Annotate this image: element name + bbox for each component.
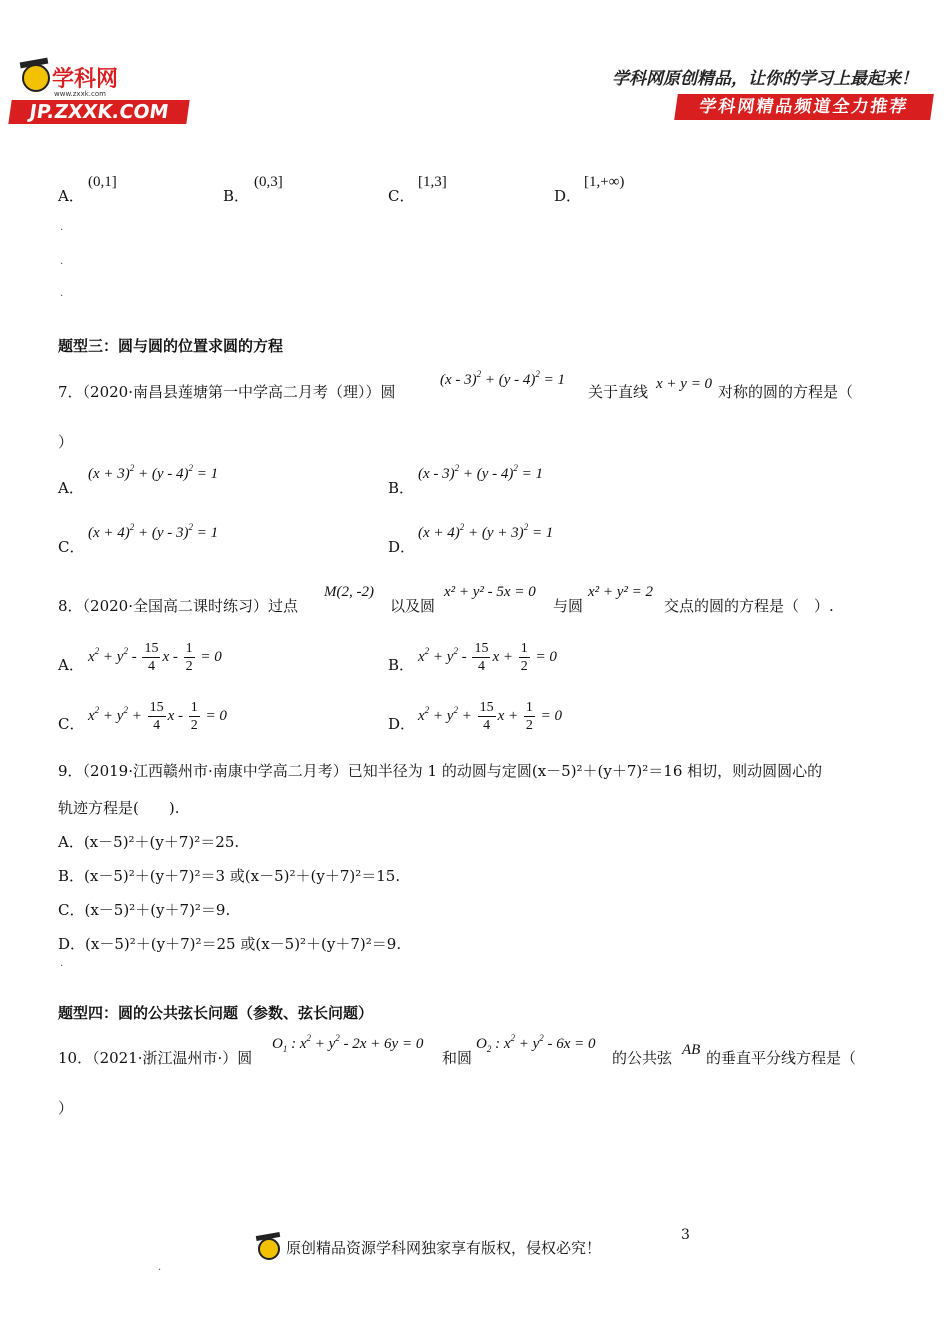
para-mark: . (60, 958, 64, 969)
option-label: B． (223, 187, 250, 205)
q10-close: ） (58, 1099, 74, 1117)
q8-option-c-label: C． (58, 715, 85, 733)
q8-text2: 以及圆 (390, 597, 436, 615)
logo-domain: JP.ZXXK.COM (8, 100, 189, 124)
q7-end: 对称的圆的方程是（ (718, 383, 854, 401)
q8-option-b-math: $x^2 + y^2$ - $\frac{15}{4}$ x + $\frac{1}{2}$ = 0 (418, 641, 557, 674)
q8-circle2: x² + y² = 2 (588, 584, 654, 600)
header-banner: 学科网精品频道全力推荐 (674, 94, 934, 120)
section3-title: 题型三：圆与圆的位置求圆的方程 (58, 337, 284, 355)
para-mark: . (158, 1262, 162, 1273)
q8-circle1: x² + y² - 5x = 0 (444, 584, 536, 600)
logo-small: www.zxxk.com (54, 90, 106, 98)
q9-option-c: C．(x－5)²＋(y＋7)²＝9. (58, 901, 231, 919)
q7-option-a-math: $(x + 3)^2 + (y - 4)^2 = 1$ (88, 463, 219, 482)
q10-circle2: $O_2$ : $x^2 + y^2 - 6x = 0$ (476, 1033, 596, 1054)
para-mark: . (60, 256, 64, 267)
q6-option-d-math: [1,+∞) (584, 174, 625, 190)
q10-text2: 和圆 (442, 1049, 473, 1067)
q7-circle-eq: (x - 3)$^2$ + (y - 4)$^2$ = 1 (440, 369, 566, 388)
q7-option-d-math: $(x + 4)^2 + (y + 3)^2 = 1$ (418, 522, 554, 541)
q8-option-d-math: $x^2 + y^2$ + $\frac{15}{4}$ x + $\frac{1}{2}$ = 0 (418, 700, 562, 733)
q10-text3: 的公共弦 (612, 1049, 673, 1067)
q7-source: （2020·南昌县莲塘第一中学高二月考（理））圆 (82, 383, 396, 401)
q8-stem (58, 596, 298, 616)
q6-option-c (388, 186, 414, 206)
q10-source: （2021·浙江温州市·）圆 (92, 1049, 253, 1067)
q8-option-d-label: D． (388, 715, 416, 733)
q8-source: （2020·全国高二课时练习）过点 (82, 597, 298, 615)
q7-option-d-label: D． (388, 538, 416, 556)
footer-mascot-icon (256, 1232, 280, 1258)
q10-circle1: $O_1$ : $x^2 + y^2 - 2x + 6y = 0$ (272, 1033, 424, 1054)
q10-number: 10． (58, 1049, 93, 1067)
option-label: C． (388, 187, 415, 205)
footer-notice: 原创精品资源学科网独家享有版权，侵权必究！ (286, 1239, 602, 1257)
q8-option-b-label: B． (388, 656, 415, 674)
q9-line1: 9．（2019·江西赣州市·南康中学高二月考）已知半径为 1 的动圆与定圆(x－5)²＋(y＋7)²＝16 相切，则动圆圆心的 (58, 762, 823, 780)
q10-stem (58, 1048, 252, 1068)
q6-option-b-math: (0,3] (254, 174, 283, 190)
q8-text3: 与圆 (553, 597, 584, 615)
q7-number: 7． (58, 383, 83, 401)
para-mark: . (60, 222, 64, 233)
q9-option-a: A．(x－5)²＋(y＋7)²＝25. (58, 833, 240, 851)
mascot-icon (22, 64, 50, 92)
q9-line2: 轨迹方程是( ). (58, 799, 180, 817)
section4-title: 题型四：圆的公共弦长问题（参数、弦长问题） (58, 1004, 374, 1022)
q7-mid: 关于直线 (588, 383, 649, 401)
q8-text4: 交点的圆的方程是（ ）. (664, 597, 834, 615)
q8-point: M(2, -2) (324, 584, 374, 600)
q6-option-a (58, 186, 84, 206)
header-slogan: 学科网原创精品，让你的学习上最起来！ (612, 69, 918, 89)
header-logo (10, 62, 190, 126)
q7-option-a-label: A． (58, 479, 84, 497)
q7-line-eq: x + y = 0 (656, 376, 713, 392)
q6-option-a-math: (0,1] (88, 174, 117, 190)
q7-stem (58, 382, 396, 402)
q6-option-b (223, 186, 249, 206)
q8-option-c-math: $x^2 + y^2$ + $\frac{15}{4}$ x - $\frac{1}{2}$ = 0 (88, 700, 227, 733)
q7-close: ） (58, 433, 74, 451)
q6-option-c-math: [1,3] (418, 174, 447, 190)
q8-number: 8． (58, 597, 83, 615)
q9-option-d: D．(x－5)²＋(y＋7)²＝25 或(x－5)²＋(y＋7)²＝9. (58, 935, 402, 953)
q6-option-d (554, 186, 581, 206)
q8-option-a-label: A． (58, 656, 84, 674)
logo-cn: 学科网 (52, 67, 119, 92)
q10-ab: AB (682, 1042, 701, 1058)
q9-option-b: B．(x－5)²＋(y＋7)²＝3 或(x－5)²＋(y＋7)²＝15. (58, 867, 401, 885)
q7-option-b-label: B． (388, 479, 415, 497)
page-number: 3 (681, 1227, 690, 1243)
q7-option-c-math: $(x + 4)^2 + (y - 3)^2 = 1$ (88, 522, 219, 541)
q8-option-a-math: $x^2 + y^2$ - $\frac{15}{4}$ x - $\frac{1}{2}$ = 0 (88, 641, 222, 674)
q7-option-b-math: (x - 3)$^2$ + (y - 4)$^2$ = 1 (418, 463, 544, 482)
para-mark: . (60, 288, 64, 299)
option-label: D． (554, 187, 582, 205)
q10-text4: 的垂直平分线方程是（ (706, 1049, 857, 1067)
option-label: A． (58, 187, 84, 205)
q7-option-c-label: C． (58, 538, 85, 556)
